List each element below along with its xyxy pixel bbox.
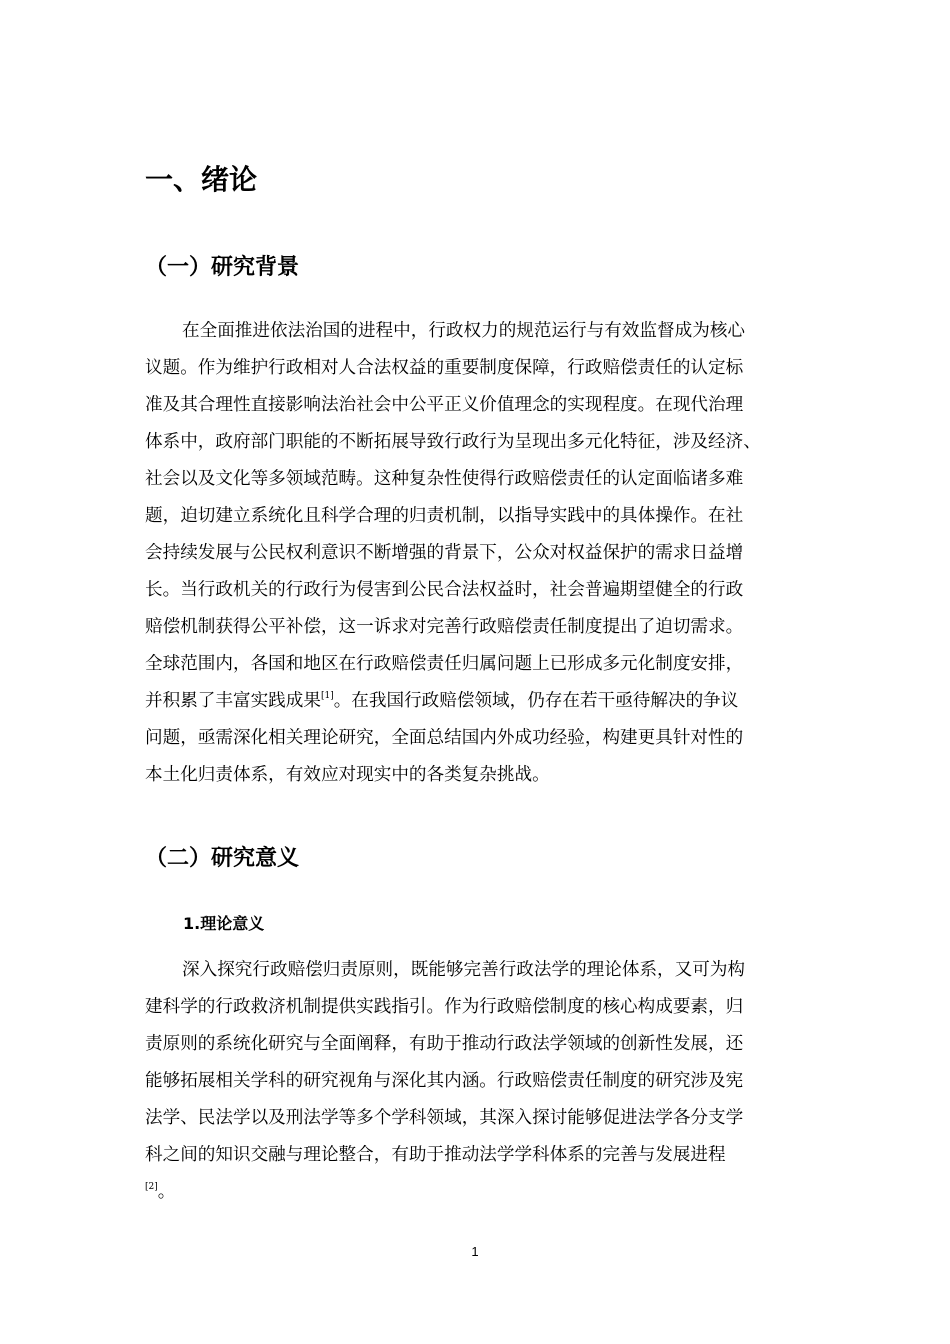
text-line	[145, 1174, 805, 1211]
subsection-heading: 1.理论意义	[183, 914, 265, 933]
chapter-heading: 一、绪论	[145, 163, 258, 196]
text-line: 赔偿机制获得公平补偿，这一诉求对完善行政赔偿责任制度提出了迫切需求。	[145, 617, 744, 637]
text-line: 题，迫切建立系统化且科学合理的归责机制，以指导实践中的具体操作。在社	[145, 506, 744, 526]
text-line: 能够拓展相关学科的研究视角与深化其内涵。行政赔偿责任制度的研究涉及宪	[145, 1071, 744, 1091]
citation-ref-1: [1]	[320, 691, 334, 701]
text-line: 深入探究行政赔偿归责原则，既能够完善行政法学的理论体系，又可为构	[182, 960, 746, 980]
text-line: 体系中，政府部门职能的不断拓展导致行政行为呈现出多元化特征，涉及经济、	[145, 432, 761, 452]
text-line: 社会以及文化等多领域范畴。这种复杂性使得行政赔偿责任的认定面临诸多难	[145, 469, 744, 489]
text-line: 科之间的知识交融与理论整合，有助于推动法学学科体系的完善与发展进程	[145, 1145, 726, 1165]
text-line: 本土化归责体系，有效应对现实中的各类复杂挑战。	[145, 765, 550, 785]
text-segment: 并积累了丰富实践成果	[145, 691, 321, 711]
citation-ref-2: [2]	[145, 1182, 158, 1192]
text-line: 法学、民法学以及刑法学等多个学科领域，其深入探讨能够促进法学各分支学	[145, 1108, 744, 1128]
text-line: 议题。作为维护行政相对人合法权益的重要制度保障，行政赔偿责任的认定标	[145, 358, 744, 378]
text-line: 在全面推进依法治国的进程中，行政权力的规范运行与有效监督成为核心	[182, 321, 746, 341]
text-line: 建科学的行政救济机制提供实践指引。作为行政赔偿制度的核心构成要素，归	[145, 997, 744, 1017]
text-segment: 。在我国行政赔偿领域，仍存在若干亟待解决的争议	[333, 691, 739, 711]
text-line: 长。当行政机关的行政行为侵害到公民合法权益时，社会普遍期望健全的行政	[145, 580, 744, 600]
text-line: 会持续发展与公民权利意识不断增强的背景下，公众对权益保护的需求日益增	[145, 543, 744, 563]
text-line: 全球范围内，各国和地区在行政赔偿责任归属问题上已形成多元化制度安排，	[145, 654, 744, 674]
text-line: 问题，亟需深化相关理论研究，全面总结国内外成功经验，构建更具针对性的	[145, 728, 744, 748]
text-line: 责原则的系统化研究与全面阐释，有助于推动行政法学领域的创新性发展，还	[145, 1034, 744, 1054]
paragraph-significance	[145, 952, 805, 1211]
text-segment: 。	[157, 1182, 176, 1202]
text-line: 准及其合理性直接影响法治社会中公平正义价值理念的实现程度。在现代治理	[145, 395, 744, 415]
page-number: 1	[471, 1244, 479, 1259]
section-heading-background: （一）研究背景	[145, 255, 300, 280]
section-heading-significance: （二）研究意义	[145, 846, 300, 871]
paragraph-background	[145, 313, 805, 794]
text-line	[145, 683, 805, 720]
